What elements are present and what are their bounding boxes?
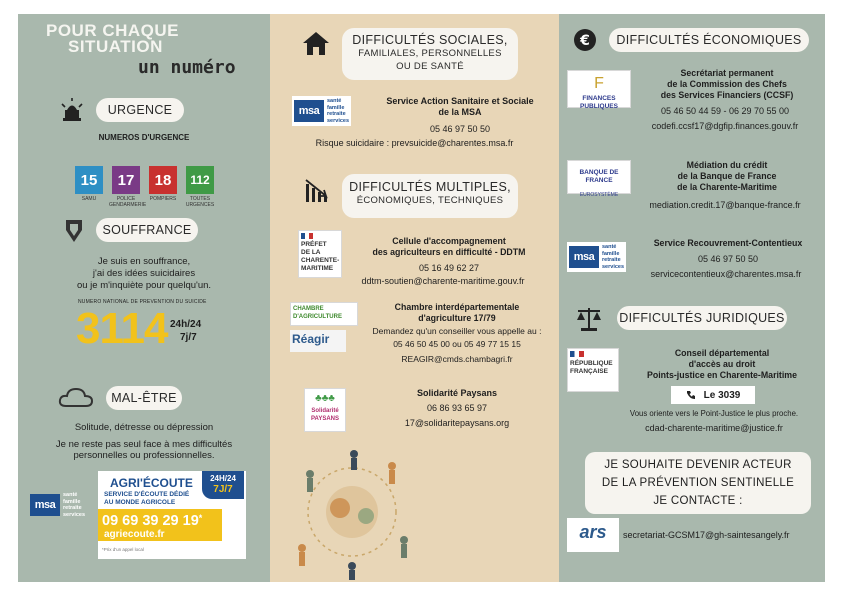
svg-text:€: € <box>580 33 590 49</box>
mal-etre-label: MAL-ÊTRE <box>106 386 182 410</box>
msa-middle-l4: services <box>327 117 350 124</box>
agriecoute-subtitle-1: SERVICE D'ÉCOUTE DÉDIÉ <box>104 491 190 498</box>
sociales-label-3: OU DE SANTÉ <box>396 61 464 72</box>
recouvrement-title: Service Recouvrement-Contentieux <box>653 238 803 248</box>
ccsf-phones[interactable]: 05 46 50 44 59 - 06 29 70 55 00 <box>660 106 790 116</box>
chambre-callback: Demandez qu'un conseiller vous appelle au : <box>372 326 542 336</box>
right-panel <box>559 14 825 582</box>
ccsf-title-3: des Services Financiers (CCSF) <box>660 90 794 100</box>
agriecoute-subtitle-2: AU MONDE AGRICOLE <box>104 498 176 506</box>
agriecoute-subtitle <box>104 491 189 506</box>
cdad-title <box>619 348 825 381</box>
chambre-title-2: d'agriculture 17/79 <box>418 313 496 323</box>
euro-icon <box>573 28 597 52</box>
finances-publiques-logo <box>567 70 631 108</box>
ddtm-email[interactable]: ddtm-soutien@charente-maritime.gouv.fr <box>361 276 525 286</box>
msa-right-l3: retraite <box>602 257 621 263</box>
left-panel <box>18 14 270 582</box>
ddtm-title-2: des agriculteurs en difficulté - DDTM <box>372 247 526 257</box>
multiples-label-1: DIFFICULTÉS MULTIPLES, <box>349 180 511 194</box>
community-illustration <box>280 444 420 580</box>
finances-logo-mark: F <box>594 75 604 92</box>
mal-etre-line-2: Je ne reste pas seul face à mes difficultés <box>55 438 233 450</box>
msa-tagline-middle <box>327 98 349 124</box>
agriecoute-note: *Prix d'un appel local <box>102 547 144 552</box>
msa-service-phone[interactable]: 05 46 97 50 50 <box>429 124 491 134</box>
solidarite-phone[interactable]: 06 86 93 65 97 <box>426 403 488 413</box>
justice-phone-box[interactable] <box>671 386 755 404</box>
declining-chart-icon <box>304 178 332 204</box>
number-15-badge[interactable]: 15 <box>75 166 103 194</box>
msa-right-l2: famille <box>602 250 620 257</box>
rf-flag <box>570 351 584 357</box>
number-18-caption: POMPIERS <box>149 196 177 202</box>
msa-service-title-2: de la MSA <box>438 107 482 117</box>
prefet-logo-3: CHARENTE- <box>301 257 340 264</box>
souffrance-line-1: Je suis en souffrance, <box>97 256 191 267</box>
sociales-label-1: DIFFICULTÉS SOCIALES, <box>352 33 508 47</box>
cloud-icon <box>58 386 94 408</box>
house-icon <box>302 30 330 56</box>
ccsf-email[interactable]: codefi.ccsf17@dgfip.finances.gouv.fr <box>651 121 799 131</box>
souffrance-text <box>18 256 270 292</box>
solidarite-logo-text: Solidarité PAYSANS <box>310 408 339 422</box>
msa-l1: santé <box>63 492 78 498</box>
agriecoute-site[interactable]: agriecoute.fr <box>104 529 165 540</box>
mediation-title <box>631 160 823 193</box>
3114-days: 7j/7 <box>180 332 197 343</box>
sociales-label <box>342 28 518 80</box>
cdad-title-3: Points-justice en Charente-Maritime <box>646 370 798 380</box>
title-line-1: POUR CHAQUE <box>46 21 180 40</box>
mediation-title-2: de la Banque de France <box>677 171 777 181</box>
acteur-email[interactable]: secretariat-GCSM17@gh-saintesangely.fr <box>623 530 790 540</box>
urgence-label: URGENCE <box>96 98 184 122</box>
mal-etre-text <box>18 422 270 462</box>
ddtm-title-1: Cellule d'accompagnement <box>392 236 506 246</box>
solidarite-paysans-logo <box>304 388 346 432</box>
bdf-logo-sub: EUROSYSTÈME <box>579 192 619 198</box>
justice-scale-icon <box>575 304 603 332</box>
msa-l4: services <box>63 511 86 518</box>
agriecoute-phone[interactable] <box>102 513 202 529</box>
ddtm-phone[interactable]: 05 16 49 62 27 <box>418 263 480 273</box>
number-18-badge[interactable]: 18 <box>149 166 177 194</box>
msa-tagline <box>63 492 85 518</box>
hand-icon <box>62 216 86 244</box>
msa-l2: famille <box>63 498 81 505</box>
solidarite-logo-mark: ♣♣♣ <box>315 393 335 404</box>
msa-service-title-1: Service Action Sanitaire et Sociale <box>386 96 534 106</box>
acteur-line-3: JE CONTACTE : <box>653 495 743 507</box>
prefet-logo-2: DE LA <box>301 249 321 256</box>
chambre-title <box>356 302 558 324</box>
souffrance-label: SOUFFRANCE <box>96 218 198 242</box>
number-17-caption: POLICE GENDARMERIE <box>109 196 147 208</box>
justice-phone-number[interactable]: Le 3039 <box>703 389 741 401</box>
cdad-title-2: d'accès au droit <box>688 359 756 369</box>
3114-hours: 24h/24 <box>170 319 202 330</box>
agriecoute-badge <box>202 471 244 499</box>
prefet-flag <box>301 233 313 239</box>
mediation-title-1: Médiation du crédit <box>686 160 768 170</box>
urgence-heading: NUMEROS D'URGENCE <box>98 133 190 142</box>
rf-logo-1: RÉPUBLIQUE <box>570 360 613 367</box>
prefet-logo <box>298 230 342 278</box>
3114-caption: NUMERO NATIONAL DE PREVENTION DU SUICIDE <box>78 299 207 305</box>
msa-mark: msa <box>30 494 60 516</box>
chambre-email[interactable]: REAGIR@cmds.chambagri.fr <box>401 354 513 364</box>
ccsf-title <box>631 68 823 101</box>
agriecoute-badge-1: 24H/24 <box>210 474 236 483</box>
number-112-badge[interactable]: 112 <box>186 166 214 194</box>
recouvrement-phone[interactable]: 05 46 97 50 50 <box>697 254 759 264</box>
agriecoute-phone-number[interactable]: 09 69 39 29 19 <box>102 513 199 529</box>
ccsf-title-1: Secrétariat permanent <box>680 68 774 78</box>
mediation-title-3: de la Charente-Maritime <box>677 182 777 192</box>
agriecoute-badge-2: 7J/7 <box>213 484 233 495</box>
banque-de-france-logo <box>567 160 631 198</box>
solidarite-title: Solidarité Paysans <box>416 388 498 398</box>
ddtm-title <box>340 236 558 258</box>
finances-logo-text: FINANCES PUBLIQUES <box>580 95 618 110</box>
reagir-logo-text: Réagir <box>292 332 330 346</box>
justice-orient: Vous oriente vers le Point-Justice le plus proche. <box>629 409 799 418</box>
chambre-phones[interactable]: 05 46 50 45 00 ou 05 49 77 15 15 <box>393 339 521 349</box>
agriecoute-card[interactable] <box>98 471 246 559</box>
cdad-title-1: Conseil départemental <box>674 348 770 358</box>
number-112-caption: TOUTES URGENCES <box>185 196 215 208</box>
msa-logo <box>30 492 85 518</box>
mediation-email[interactable]: mediation.credit.17@banque-france.fr <box>649 200 801 210</box>
acteur-line-1: JE SOUHAITE DEVENIR ACTEUR <box>604 459 792 471</box>
phone-icon <box>686 390 696 400</box>
msa-logo-right <box>567 242 626 272</box>
prefet-logo-1: PRÉFET <box>301 241 327 248</box>
chambre-title-1: Chambre interdépartementale <box>394 302 520 312</box>
souffrance-line-2: j'ai des idées suicidaires <box>92 268 196 279</box>
ccsf-title-2: de la Commission des Chefs <box>667 79 787 89</box>
agriecoute-title: AGRI'ÉCOUTE <box>110 476 193 490</box>
prefet-logo-4: MARITIME <box>301 265 334 272</box>
acteur-line-2: DE LA PRÉVENTION SENTINELLE <box>601 477 795 489</box>
chambre-logo-text: CHAMBRE D'AGRICULTURE <box>293 306 342 320</box>
rf-logo-2: FRANÇAISE <box>570 368 608 375</box>
sociales-label-2: FAMILIALES, PERSONNELLES <box>358 48 502 59</box>
number-15-caption: SAMU <box>81 196 97 202</box>
multiples-label-2: ÉCONOMIQUES, TECHNIQUES <box>356 195 504 206</box>
msa-mark-right: msa <box>569 246 599 268</box>
souffrance-line-3: ou je m'inquiète pour quelqu'un. <box>76 280 212 291</box>
cdad-email[interactable]: cdad-charente-maritime@justice.fr <box>645 423 783 433</box>
solidarite-email[interactable]: 17@solidaritepaysans.org <box>404 418 510 428</box>
economiques-label: DIFFICULTÉS ÉCONOMIQUES <box>609 28 809 52</box>
msa-l3: retraite <box>63 505 82 511</box>
recouvrement-email[interactable]: servicecontentieux@charentes.msa.fr <box>650 269 802 279</box>
bdf-logo-text: BANQUE DE FRANCE <box>579 169 619 184</box>
ars-logo <box>567 518 619 552</box>
msa-right-l1: santé <box>602 244 617 250</box>
siren-icon <box>60 98 84 122</box>
agriecoute-star: * <box>198 513 203 523</box>
msa-mark-middle: msa <box>294 100 324 122</box>
juridiques-label: DIFFICULTÉS JURIDIQUES <box>617 306 787 330</box>
msa-right-l4: services <box>602 263 625 270</box>
ars-logo-text: ars <box>579 522 607 542</box>
msa-tagline-right <box>602 244 624 270</box>
acteur-box <box>585 452 811 514</box>
republique-francaise-logo <box>567 348 619 392</box>
subtitle: un numéro <box>138 57 236 78</box>
msa-logo-middle <box>292 96 351 126</box>
msa-middle-l2: famille <box>327 104 345 111</box>
title-line-2: SITUATION <box>68 37 163 56</box>
middle-panel <box>270 14 559 582</box>
chambre-agriculture-logo <box>290 302 358 326</box>
msa-middle-l1: santé <box>327 98 342 104</box>
msa-service-title <box>362 96 558 118</box>
mal-etre-line-1: Solitude, détresse ou dépression <box>74 422 214 433</box>
msa-middle-l3: retraite <box>327 111 346 117</box>
mal-etre-line-3: personnelles ou professionnelles. <box>73 450 215 461</box>
reagir-logo <box>290 330 346 352</box>
msa-risk-email[interactable]: Risque suicidaire : prevsuicide@charentes.msa.fr <box>315 138 514 148</box>
3114-number[interactable]: 3114 <box>76 304 168 353</box>
multiples-label <box>342 174 518 218</box>
number-17-badge[interactable]: 17 <box>112 166 140 194</box>
